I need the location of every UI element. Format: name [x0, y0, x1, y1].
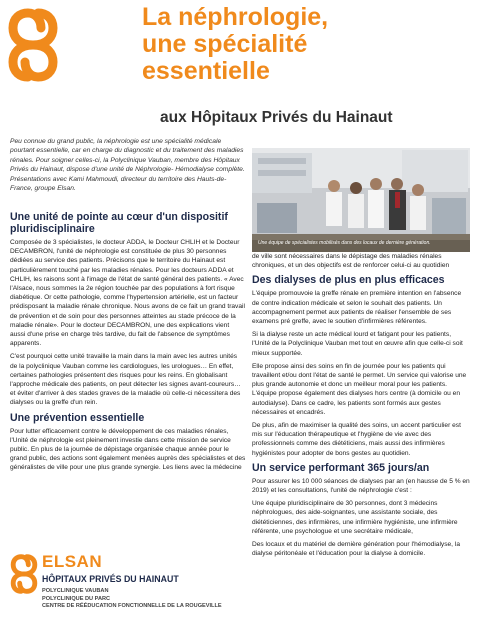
- site-name: CENTRE DE RÉÉDUCATION FONCTIONNELLE DE LA ROUGEVILLE: [42, 603, 222, 610]
- page-title: [142, 4, 472, 85]
- section-heading-prevention: Une prévention essentielle: [10, 411, 145, 424]
- brand-name: ELSAN: [42, 552, 103, 571]
- right-column: [252, 252, 470, 562]
- left-column: [10, 211, 246, 477]
- paragraph: Pour assurer les 10 000 séances de dialyses par an (en hausse de 5 % en 2019) et les consultations, l'unité de néphrologie c'est :: [252, 477, 470, 495]
- page-subtitle: aux Hôpitaux Privés du Hainaut: [160, 109, 393, 126]
- photo-caption: Une équipe de spécialistes mobilisés dans des locaux de dernière génération.: [258, 240, 431, 246]
- paragraph: Pour lutter efficacement contre le développement de ces maladies rénales, l'Unité de néphrologie est pleinement investie dans cette mission de service public. En plus de la journée de dépistage organisée chaque année pour le grand public, des actions sont également menées auprès des spécialistes et des généralistes de ville pour une plus grande synergie. Les liens avec la médecine: [10, 427, 246, 472]
- paragraph: Elle propose ainsi des soins en fin de journée pour les patients qui travaillent et/ou dont l'état de santé le permet. Un service qui valorise une plus grande autonomie et donc un meilleur moral pour les patients. L'équipe propose également des dialyses hors centre (à domicile ou en autodialyse). Dans ce cadre, les patients sont formés aux gestes nécessaires et encadrés.: [252, 362, 467, 416]
- title-line-3: essentielle: [142, 57, 270, 85]
- site-list: [42, 588, 222, 611]
- elsan-logo-icon: [8, 8, 58, 82]
- paragraph: de ville sont nécessaires dans le dépistage des maladies rénales chroniques, et un des objectifs est de renforcer celui-ci au quotidien: [252, 253, 450, 270]
- title-line-2: une spécialité: [142, 30, 308, 58]
- section-heading-dialyses: Des dialyses de plus en plus efficaces: [252, 274, 445, 287]
- paragraph: C'est pourquoi cette unité travaille la main dans la main avec les autres unités de la polyclinique Vauban comme les cardiologues, les urologues… En effet, certaines pathologies présentent des risques pour les reins. En globalisant l'approche médicale des patients, on peut détecter les signes avant-coureurs… et éviter d'arriver à des stades graves de la maladie où celle-ci nécessitera des dialyses ou la greffe d'un rein.: [10, 353, 241, 407]
- elsan-logo-icon: [10, 554, 38, 594]
- title-line-1: La néphrologie,: [142, 3, 329, 31]
- paragraph: Si la dialyse reste un acte médical lourd et fatigant pour les patients, l'Unité de la Polyclinique Vauban met tout en œuvre afin que celle-ci soit mieux supportée.: [252, 331, 463, 357]
- intro-paragraph: Peu connue du grand public, la néphrologie est une spécialité médicale pourtant essentielle, car en charge du diagnostic et du traitement des maladies rénales. Pour soigner celles-ci, la Polyclinique Vauban, membre des Hôpitaux Privés du Hainaut, dispose d'une unité de Néphrologie- Hémodialyse complète. Présentations avec Kami Mahmoudi, directeur du territoire des Hauts-de-France, groupe Elsan.: [10, 138, 245, 193]
- footer-branding: [10, 552, 246, 618]
- paragraph: Des locaux et du matériel de dernière génération pour l'hémodialyse, la dialyse péritonéale et l'éducation pour la dialyse à domicile.: [252, 541, 460, 558]
- team-photo: [252, 148, 470, 252]
- section-heading-unit: Une unité de pointe au cœur d'un dispositif pluridisciplinaire: [10, 211, 228, 235]
- site-name: POLYCLINIQUE VAUBAN: [42, 588, 109, 594]
- section-heading-service: Un service performant 365 jours/an: [252, 461, 430, 474]
- paragraph: Une équipe pluridisciplinaire de 30 personnes, dont 3 médecins néphrologues, des aide-soignantes, une assistante sociale, des diététiciennes, des infirmières, une infirmière hygiéniste, une infirmière référente, une psychologue et une secrétaire médicale,: [252, 500, 458, 535]
- site-name: POLYCLINIQUE DU PARC: [42, 595, 111, 602]
- group-name: HÔPITAUX PRIVÉS DU HAINAUT: [42, 574, 179, 584]
- paragraph: L'équipe promouvoie la greffe rénale en première intention en l'absence de contre indication médicale et selon le souhait des patients. Un accompagnement permet aux patients de réaliser l'ensemble de ses examens pré greffe, avec le soutien d'infirmières référentes.: [252, 290, 462, 326]
- paragraph: Composée de 3 spécialistes, le docteur ADDA, le Docteur CHLIH et le Docteur DECAMBRON, l'unité de néphrologie est constituée de plus 30 personnes dédiées au service des patients. Précisons que le territoire du Hainaut est particulièrement touché par les maladies rénales. Pour les docteurs ADDA et CHLIH, les raisons sont à l'image de l'état de santé général des patients. « Avec l'Alsace, nous sommes la 2e région touchée par des populations à fort risque diabétique. Or cette pathologie, comme l'hypertension artérielle, est un facteur prédisposant la maladie rénale chronique. Nous avons de ce fait un grand travail de prévention et de soin pour des personnes atteintes au stade précoce de la maladie rénale». Pour le docteur DECAMBRON, une des explications vient aussi d'une prise en charge très tardive, du fait de l'absence de symptômes apparents.: [10, 239, 245, 348]
- paragraph: De plus, afin de maximiser la qualité des soins, un accent particulier est mis sur l'éducation thérapeutique et l'hygiène de vie avec des professionnels comme des diététiciens, mais aussi des infirmières hygiénistes pour adopter de bons gestes au quotidien.: [252, 422, 461, 457]
